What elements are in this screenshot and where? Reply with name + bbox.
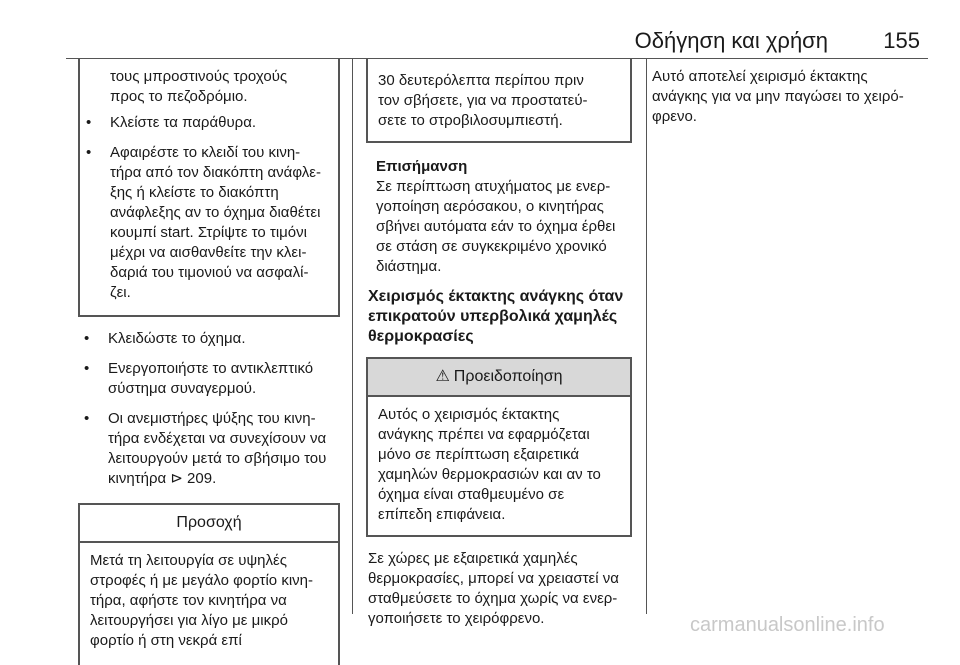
text-line: ανάφλεξης αν το όχημα διαθέτει <box>110 204 321 221</box>
caution-heading: Προσοχή <box>80 505 338 543</box>
text-line: • Αφαιρέστε το κλειδί του κινη- <box>110 144 301 161</box>
text-line: μόνο σε περίπτωση εξαιρετικά <box>378 446 580 463</box>
text-line: διάστημα. <box>376 258 442 275</box>
warning-body <box>368 397 630 535</box>
text-line: τους μπροστινούς τροχούς <box>110 68 288 85</box>
column-divider-2 <box>646 59 647 614</box>
text-line: γοποίηση αερόσακου, ο κινητήρας <box>376 198 604 215</box>
section-heading <box>366 287 632 347</box>
text-line: τήρα, αφήστε τον κινητήρα να <box>90 592 287 609</box>
column-divider-1 <box>352 59 353 614</box>
column-2 <box>366 59 632 629</box>
text-line: κινητήρα ⊳ 209. <box>108 470 217 487</box>
text-line: τον σβήσετε, για να προστατεύ- <box>378 92 588 109</box>
text-line: προς το πεζοδρόμιο. <box>110 88 248 105</box>
warning-heading <box>368 359 630 397</box>
text-line: ανάγκης για να μην παγώσει το χειρό- <box>652 88 904 105</box>
bullet-item <box>78 409 340 489</box>
warning-triangle-icon: ⚠ <box>435 368 450 385</box>
text-line: 30 δευτερόλεπτα περίπου πριν <box>378 72 584 89</box>
text-line: ζει. <box>110 284 131 301</box>
text-line: θερμοκρασίες, μπορεί να χρειαστεί να <box>368 570 619 587</box>
column-3 <box>648 59 928 127</box>
text-line: χαμηλών θερμοκρασιών και αν το <box>378 466 601 483</box>
text-line: λειτουργούν μετά το σβήσιμο του <box>108 450 327 467</box>
text-line: τήρα ενδέχεται να συνεχίσουν να <box>108 430 327 447</box>
text-line: κουμπί start. Στρίψτε το τιμόνι <box>110 224 307 241</box>
note <box>366 157 632 277</box>
watermark: carmanualsonline.info <box>690 614 885 636</box>
text-line: Αυτό αποτελεί χειρισμό έκτακτης <box>652 68 868 85</box>
text-line: γοποιήσετε το χειρόφρενο. <box>368 610 545 627</box>
warning-box <box>366 357 632 537</box>
column-1 <box>78 59 340 665</box>
text-line: μέχρι να αισθανθείτε την κλει- <box>110 244 307 261</box>
text-line: Σε χώρες με εξαιρετικά χαμηλές <box>368 550 578 567</box>
text-line: • Κλειδώστε το όχημα. <box>108 330 246 347</box>
warning-heading-text: Προειδοποίηση <box>453 368 563 385</box>
bullet-item <box>80 113 328 133</box>
text-line: τήρα από τον διακόπτη ανάφλε- <box>110 164 321 181</box>
text-line: σε στάση σε συγκεκριμένο χρονικό <box>376 238 607 255</box>
page-header <box>0 20 960 60</box>
text-line: φορτίο ή στη νεκρά επί <box>90 632 242 649</box>
text-line: λειτουργήσει για λίγο με μικρό <box>90 612 288 629</box>
text-line: σύστημα συναγερμού. <box>108 380 257 397</box>
bullet-item <box>78 359 340 399</box>
paragraph <box>366 549 632 629</box>
text-line: Μετά τη λειτουργία σε υψηλές <box>90 552 287 569</box>
caution-box <box>78 503 340 665</box>
running-title: Οδήγηση και χρήση <box>634 28 828 53</box>
text-line: ξης ή κλείστε το διακόπτη <box>110 184 279 201</box>
text-line: σβήνει αυτόματα εάν το όχημα έρθει <box>376 218 616 235</box>
text-line: ανάγκης πρέπει να εφαρμόζεται <box>378 426 590 443</box>
note-title: Επισήμανση <box>376 158 468 175</box>
continued-box <box>78 59 340 317</box>
text-line: στροφές ή με μεγάλο φορτίο κινη- <box>90 572 313 589</box>
text-line: όχημα είναι σταθμευμένο σε <box>378 486 565 503</box>
text-line: • Κλείστε τα παράθυρα. <box>110 114 257 131</box>
bullet-item <box>80 143 328 303</box>
page-number: 155 <box>883 28 920 53</box>
text-line: επικρατούν υπερβολικά χαμηλές <box>368 308 618 325</box>
text-line: Χειρισμός έκτακτης ανάγκης όταν <box>368 288 624 305</box>
text-line: θερμοκρασίες <box>368 328 474 345</box>
caution-body <box>80 543 338 661</box>
paragraph <box>648 67 928 127</box>
box-continuation <box>80 67 328 107</box>
text-line: δαριά του τιμονιού να ασφαλί- <box>110 264 309 281</box>
text-line: φρενο. <box>652 108 697 125</box>
text-line: Αυτός ο χειρισμός έκτακτης <box>378 406 560 423</box>
text-line: σετε το στροβιλοσυμπιεστή. <box>378 112 563 129</box>
continued-caution-box <box>366 59 632 143</box>
text-line: σταθμεύσετε το όχημα χωρίς να ενερ- <box>368 590 618 607</box>
text-line: • Ενεργοποιήστε το αντικλεπτικό <box>108 360 314 377</box>
text-line: • Οι ανεμιστήρες ψύξης του κινη- <box>108 410 316 427</box>
text-line: επίπεδη επιφάνεια. <box>378 506 506 523</box>
text-line: Σε περίπτωση ατυχήματος με ενερ- <box>376 178 611 195</box>
bullet-item <box>78 329 340 349</box>
